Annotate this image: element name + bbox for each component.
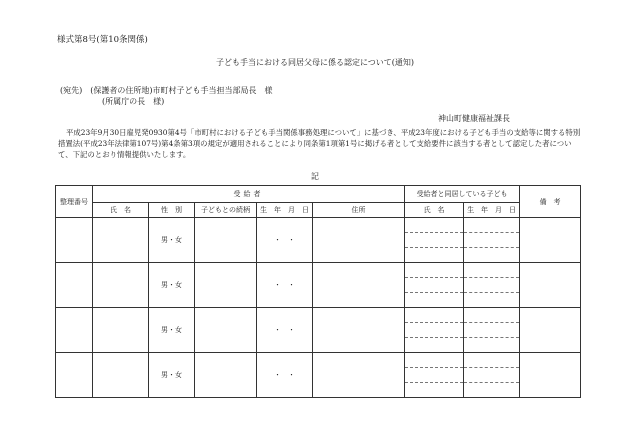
cell-child-birth[interactable] xyxy=(464,248,520,263)
cell-child-shimei[interactable] xyxy=(405,278,464,293)
cell-seiri[interactable] xyxy=(56,353,93,398)
cell-biko[interactable] xyxy=(520,308,581,353)
header-jusho: 住所 xyxy=(313,203,405,218)
cell-kankei[interactable] xyxy=(195,353,257,398)
cell-biko[interactable] xyxy=(520,353,581,398)
cell-child-shimei[interactable] xyxy=(405,293,464,308)
cell-birth: ・ ・ xyxy=(257,308,313,353)
cell-birth: ・ ・ xyxy=(257,218,313,263)
cell-biko[interactable] xyxy=(520,263,581,308)
document-title: 子ども手当における同居父母に係る認定について(通知) xyxy=(215,58,415,67)
cell-child-birth[interactable] xyxy=(464,278,520,293)
cell-child-shimei[interactable] xyxy=(405,338,464,353)
cell-kankei[interactable] xyxy=(195,218,257,263)
cell-jusho[interactable] xyxy=(313,218,405,263)
cell-child-birth[interactable] xyxy=(464,263,520,278)
cell-gender: 男・女 xyxy=(149,308,195,353)
sender-name: 神山町健康福祉課長 xyxy=(438,114,510,123)
addressee-line-2: (所属庁の長 様) xyxy=(102,97,165,106)
cell-child-shimei[interactable] xyxy=(405,383,464,398)
notification-table xyxy=(55,185,581,398)
cell-seiri[interactable] xyxy=(56,308,93,353)
cell-gender: 男・女 xyxy=(149,353,195,398)
cell-child-shimei[interactable] xyxy=(405,218,464,233)
cell-child-birth[interactable] xyxy=(464,293,520,308)
addressee-line-1: (宛先) (保護者の住所地)市町村子ども手当担当部局長 様 xyxy=(60,86,273,95)
form-number: 様式第8号(第10条関係) xyxy=(57,35,148,45)
cell-kankei[interactable] xyxy=(195,263,257,308)
cell-child-shimei[interactable] xyxy=(405,368,464,383)
cell-shimei[interactable] xyxy=(93,218,149,263)
body-paragraph: 平成23年9月30日雇児発0930第4号「市町村における子ども手当関係事務処理について」に基づき、平成23年度における子ども手当の支給等に関する特別措置法(平成23年法律第107号)第4条第3項の規定が適用されることにより同条第1項第1号に掲げる者として支給要件に該当する者として認定した者について、下記のとおり情報提供いたします。 xyxy=(58,128,581,160)
cell-jusho[interactable] xyxy=(313,308,405,353)
cell-child-birth[interactable] xyxy=(464,218,520,233)
cell-gender: 男・女 xyxy=(149,263,195,308)
cell-biko[interactable] xyxy=(520,218,581,263)
header-seibetsu: 性 別 xyxy=(149,203,195,218)
cell-jusho[interactable] xyxy=(313,263,405,308)
header-child-shimei: 氏 名 xyxy=(405,203,464,218)
cell-child-shimei[interactable] xyxy=(405,323,464,338)
cell-child-shimei[interactable] xyxy=(405,233,464,248)
cell-child-birth[interactable] xyxy=(464,383,520,398)
header-jukyusha: 受給者 xyxy=(93,186,405,203)
cell-child-birth[interactable] xyxy=(464,368,520,383)
cell-seiri[interactable] xyxy=(56,263,93,308)
cell-child-birth[interactable] xyxy=(464,338,520,353)
header-doukyo-kodomo: 受給者と同居している子ども xyxy=(405,186,520,203)
cell-jusho[interactable] xyxy=(313,353,405,398)
cell-gender: 男・女 xyxy=(149,218,195,263)
cell-child-birth[interactable] xyxy=(464,323,520,338)
header-kankei: 子どもとの続柄 xyxy=(195,203,257,218)
header-child-birth: 生 年 月 日 xyxy=(464,203,520,218)
cell-kankei[interactable] xyxy=(195,308,257,353)
cell-birth: ・ ・ xyxy=(257,263,313,308)
header-biko: 備 考 xyxy=(520,186,581,218)
cell-child-birth[interactable] xyxy=(464,233,520,248)
cell-shimei[interactable] xyxy=(93,353,149,398)
cell-shimei[interactable] xyxy=(93,308,149,353)
cell-child-shimei[interactable] xyxy=(405,263,464,278)
cell-child-birth[interactable] xyxy=(464,308,520,323)
cell-child-birth[interactable] xyxy=(464,353,520,368)
cell-shimei[interactable] xyxy=(93,263,149,308)
header-shimei: 氏 名 xyxy=(93,203,149,218)
cell-child-shimei[interactable] xyxy=(405,308,464,323)
header-seiri-bango: 整理番号 xyxy=(56,186,93,218)
cell-birth: ・ ・ xyxy=(257,353,313,398)
cell-child-shimei[interactable] xyxy=(405,248,464,263)
ki-heading: 記 xyxy=(311,172,319,181)
cell-child-shimei[interactable] xyxy=(405,353,464,368)
header-birth: 生 年 月 日 xyxy=(257,203,313,218)
cell-seiri[interactable] xyxy=(56,218,93,263)
